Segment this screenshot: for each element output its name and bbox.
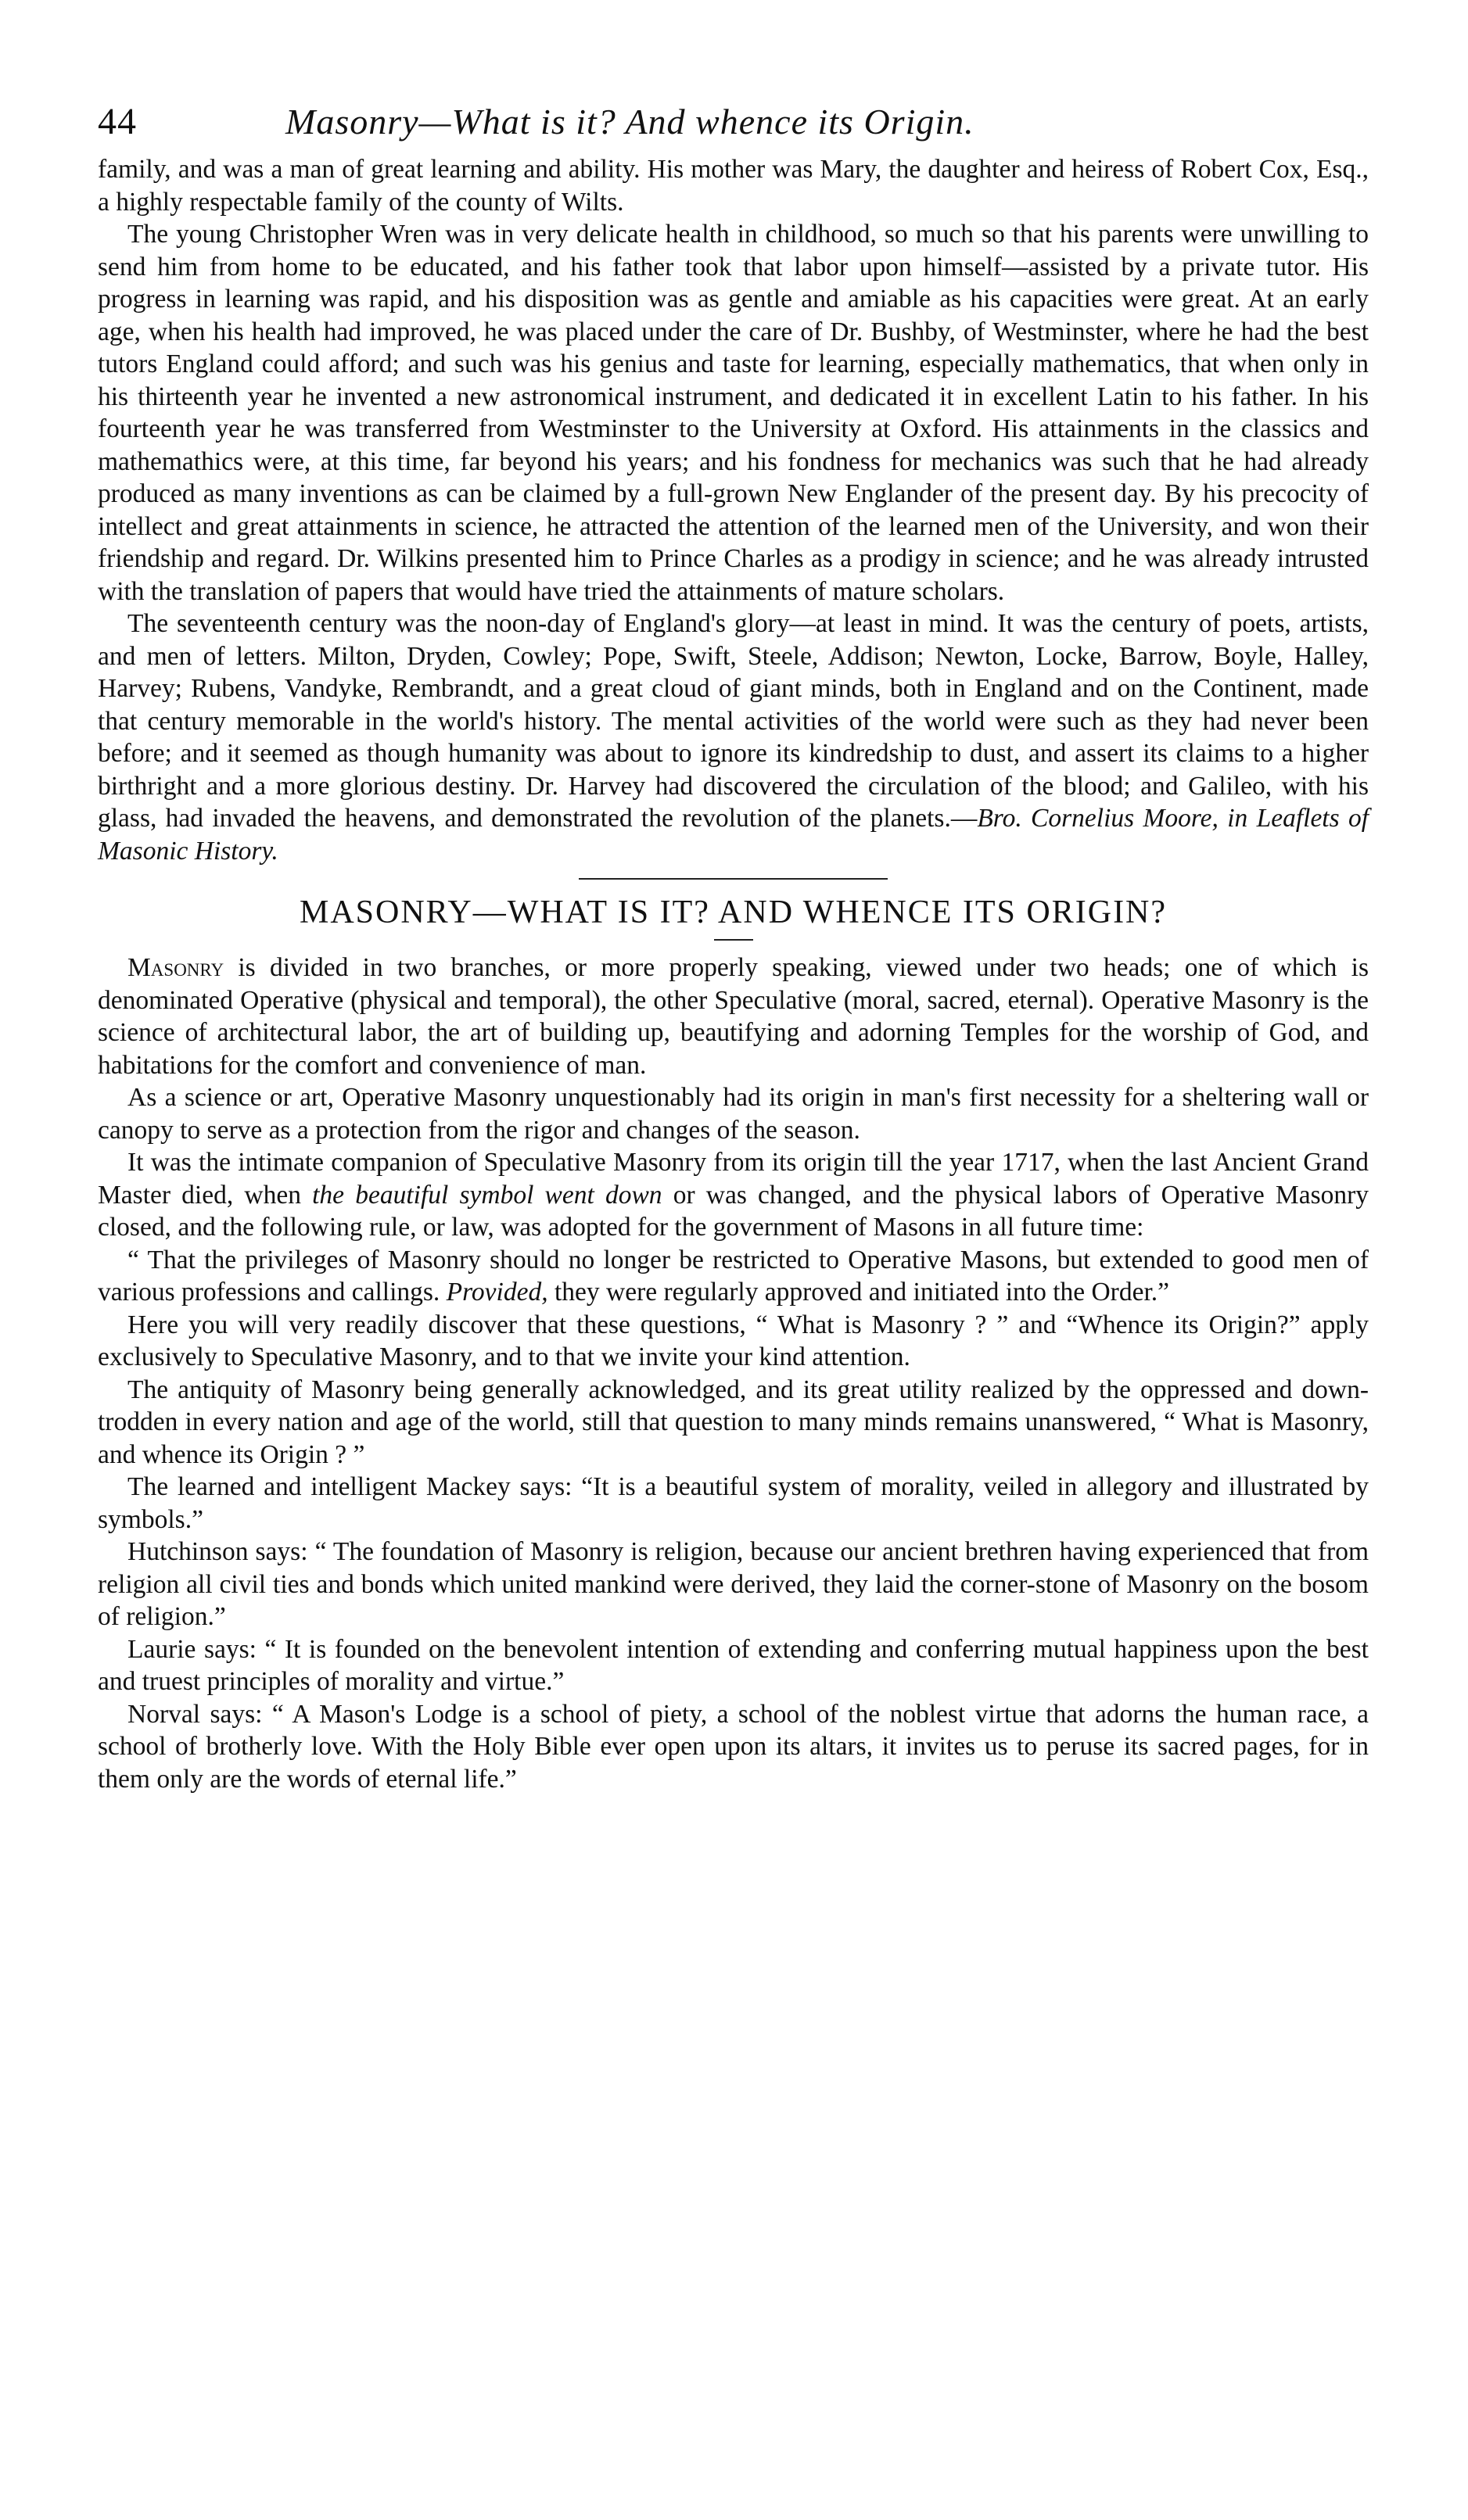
paragraph-text: is divided in two branches, or more properly speaking, viewed under two heads; one of which is denominated Operative (physical and temporal), the other Speculative (moral, sacred, eternal). Operative Masonry is the science of architectural labor, the art of building up, beautifying and adorning Temples for the worship of God, and habitations for the comfort and convenience of man. <box>98 953 1369 1080</box>
paragraph: The antiquity of Masonry being generally acknowledged, and its great utility realized by the oppressed and down-trodden in every nation and age of the world, still that question to many minds remains unanswered, “ What is Masonry, and whence its Origin ? ” <box>98 1375 1369 1469</box>
second-article <box>98 952 1369 1795</box>
book-page <box>98 100 1369 1795</box>
first-word: Masonry <box>127 953 224 982</box>
section-divider <box>579 878 888 880</box>
title-divider <box>714 939 753 941</box>
first-article <box>98 153 1369 867</box>
paragraph-text: or was changed, and the physical labors of Operative Masonry closed, and the following rule, or law, was adopted for the government of Masons in all future time: <box>98 1180 1369 1242</box>
paragraph <box>98 608 1369 867</box>
paragraph: The young Christopher Wren was in very delicate health in childhood, so much so that his parents were unwilling to send him from home to be educated, and his father took that labor upon himself—assisted by a private tutor. His progress in learning was rapid, and his disposition was as gentle and amiable as his capacities were great. At an early age, when his health had improved, he was placed under the care of Dr. Bushby, of Westminster, where he had the best tutors England could afford; and such was his genius and taste for learning, especially mathematics, that when only in his thirteenth year he invented a new astronomical instrument, and dedicated it in excellent Latin to his father. In his fourteenth year he was transferred from Westminster to the University at Oxford. His attainments in the classics and mathemathics were, at this time, far beyond his years; and his fondness for mechanics was such that he had already produced as many inventions as can be claimed by a full-grown New Englander of the present day. By his precocity of intellect and great attainments in science, he attracted the attention of the learned men of the University, and won their friendship and regard. Dr. Wilkins presented him to Prince Charles as a prodigy in science; and he was already intrusted with the translation of papers that would have tried the attainments of mature scholars. <box>98 220 1369 606</box>
paragraph <box>98 952 1369 1081</box>
quotation <box>98 1244 1369 1309</box>
paragraph-text: they were regularly approved and initiated into the Order.” <box>547 1278 1170 1307</box>
paragraph <box>98 1146 1369 1244</box>
italic-phrase: the beautiful symbol went down <box>312 1180 662 1210</box>
page-number: 44 <box>98 101 137 142</box>
paragraph: Laurie says: “ It is founded on the benevolent intention of extending and conferring mutual happiness upon the best and truest principles of morality and virtue.” <box>98 1634 1369 1696</box>
italic-phrase: Provided, <box>446 1278 548 1307</box>
attribution: Bro. Cornelius Moore, in Leaflets of Masonic History. <box>98 804 1369 866</box>
paragraph: Here you will very readily discover that these questions, “ What is Masonry ? ” and “Whence its Origin?” apply exclusively to Speculative Masonry, and to that we invite your kind attention. <box>98 1310 1369 1371</box>
running-head <box>98 100 1369 153</box>
paragraph: Hutchinson says: “ The foundation of Masonry is religion, because our ancient brethren having experienced that from religion all civil ties and bonds which united mankind were derived, they laid the corner-stone of Masonry on the bosom of religion.” <box>98 1537 1369 1631</box>
paragraph: As a science or art, Operative Masonry unquestionably had its origin in man's first necessity for a sheltering wall or canopy to serve as a protection from the rigor and changes of the season. <box>98 1083 1369 1145</box>
paragraph-text: “ That the privileges of Masonry should no longer be restricted to Operative Masons, but extended to good men of various professions and callings. <box>98 1245 1369 1307</box>
running-title: Masonry—What is it? And whence its Origin. <box>285 102 974 142</box>
paragraph: Norval says: “ A Mason's Lodge is a school of piety, a school of the noblest virtue that adorns the human race, a school of brotherly love. With the Holy Bible ever open upon its altars, it invites us to peruse its sacred pages, for in them only are the words of eternal life.” <box>98 1699 1369 1794</box>
paragraph-text: It was the intimate companion of Speculative Masonry from its origin till the year 1717, when the last Ancient Grand Master died, when <box>98 1148 1369 1210</box>
paragraph: The learned and intelligent Mackey says: “It is a beautiful system of morality, veiled in allegory and illustrated by symbols.” <box>98 1472 1369 1534</box>
paragraph: family, and was a man of great learning and ability. His mother was Mary, the daughter and heiress of Robert Cox, Esq., a highly respectable family of the county of Wilts. <box>98 155 1369 217</box>
article-title: MASONRY—WHAT IS IT? AND WHENCE ITS ORIGIN? <box>299 894 1168 930</box>
paragraph-text: The seventeenth century was the noon-day of England's glory—at least in mind. It was the century of poets, artists, and men of letters. Milton, Dryden, Cowley; Pope, Swift, Steele, Addison; Newton, Locke, Barrow, Boyle, Halley, Harvey; Rubens, Vandyke, Rembrandt, and a great cloud of giant minds, both in England and on the Continent, made that century memorable in the world's history. The mental activities of the world were such as they had never been before; and it seemed as though humanity was about to ignore its kindredship to dust, and assert its claims to a higher birthright and a more glorious destiny. Dr. Harvey had discovered the circulation of the blood; and Galileo, with his glass, had invaded the heavens, and demonstrated the revolution of the planets.— <box>98 609 1369 833</box>
